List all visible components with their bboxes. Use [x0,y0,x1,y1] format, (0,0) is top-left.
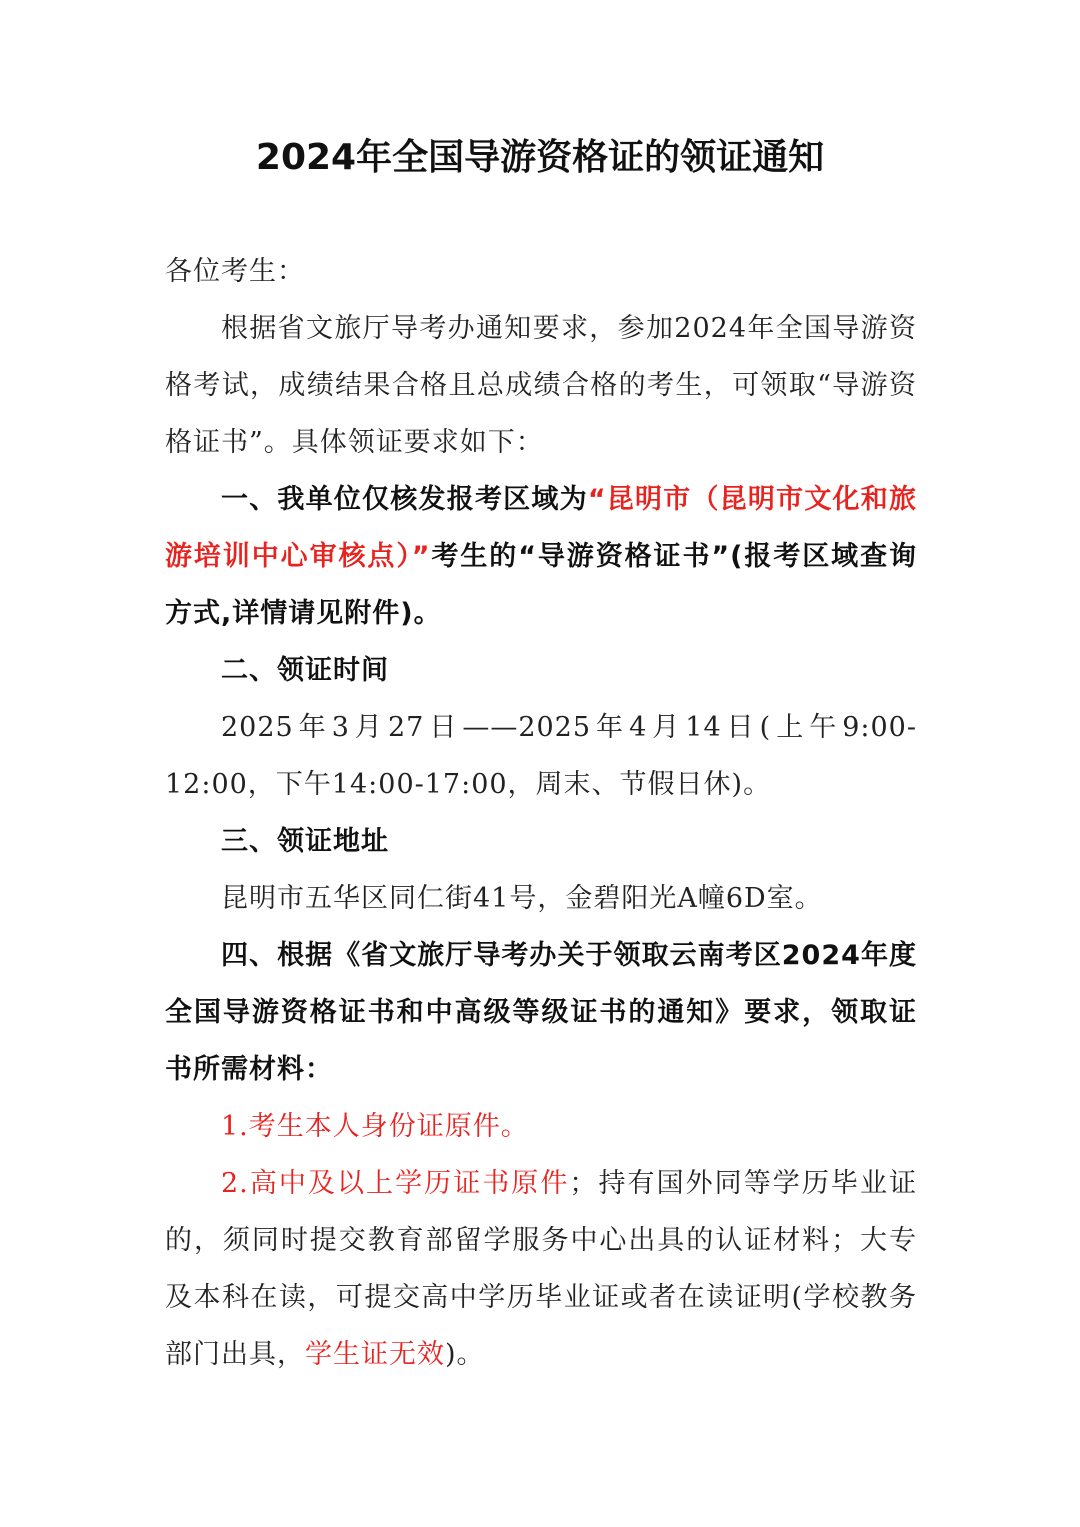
salutation: 各位考生： [165,256,305,287]
section-1-rest: 考生的“导游资格证书”(报考区域查询方式,详情请见附件)。 [165,541,917,629]
section-3-heading: 三、领证地址 [221,826,389,857]
material-item-1: 1.考生本人身份证原件。 [221,1111,529,1142]
material-item-2 [165,1155,917,1383]
document-body [165,243,917,1383]
material-item-2-highlight: 2.高中及以上学历证书原件 [221,1168,570,1199]
section-1-paragraph [165,471,917,642]
section-1-highlight: “昆明市（昆明市文化和旅游培训中心审核点）” [165,484,917,572]
section-2-content: 2025年3月27日——2025年4月14日(上午9:00-12:00，下午14:00-17:00，周末、节假日休)。 [165,712,917,800]
material-item-2-red-end: 学生证无效 [305,1339,445,1370]
material-item-2-text: ；持有国外同等学历毕业证的，须同时提交教育部留学服务中心出具的认证材料；大专及本科在读，可提交高中学历毕业证或者在读证明(学校教务部门出具， [165,1168,917,1370]
document-title: 2024年全国导游资格证的领证通知 [255,137,825,178]
intro-paragraph: 根据省文旅厅导考办通知要求，参加2024年全国导游资格考试，成绩结果合格且总成绩合格的考生，可领取“导游资格证书”。具体领证要求如下： [165,313,917,458]
section-4-heading: 四、根据《省文旅厅导考办关于领取云南考区2024年度全国导游资格证书和中高级等级证书的通知》要求，领取证书所需材料： [165,940,917,1085]
section-1-lead: 一、我单位仅核发报考区域为 [221,484,588,515]
section-3-content: 昆明市五华区同仁街41号，金碧阳光A幢6D室。 [221,883,823,914]
material-item-2-close: )。 [445,1339,485,1370]
section-2-heading: 二、领证时间 [221,655,389,686]
